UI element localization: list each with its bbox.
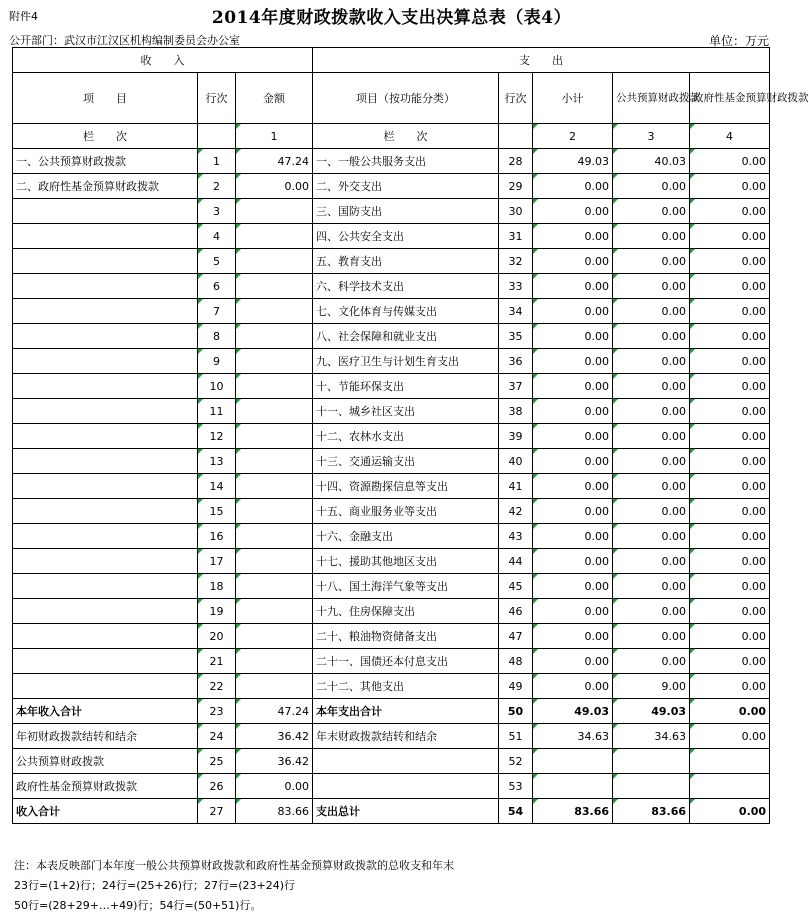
income-item bbox=[13, 224, 198, 249]
expense-item: 九、医疗卫生与计划生育支出 bbox=[313, 349, 499, 374]
income-row-no: 6 bbox=[198, 274, 236, 299]
expense-row-no: 42 bbox=[499, 499, 533, 524]
gov-fund-header: 政府性基金预算财政拨款 bbox=[690, 73, 770, 124]
expense-rowno-header: 行次 bbox=[499, 73, 533, 124]
expense-row-no: 30 bbox=[499, 199, 533, 224]
expense-row-no: 46 bbox=[499, 599, 533, 624]
expense-row-no: 45 bbox=[499, 574, 533, 599]
expense-item bbox=[313, 749, 499, 774]
income-amount bbox=[236, 624, 313, 649]
income-row-no: 8 bbox=[198, 324, 236, 349]
expense-item bbox=[313, 774, 499, 799]
table-row bbox=[13, 199, 770, 224]
expense-item: 二十二、其他支出 bbox=[313, 674, 499, 699]
public-budget-value: 0.00 bbox=[613, 574, 690, 599]
income-amount bbox=[236, 649, 313, 674]
subtotal-value: 0.00 bbox=[533, 599, 613, 624]
income-row-no: 18 bbox=[198, 574, 236, 599]
header-row-sections bbox=[13, 48, 770, 73]
expense-row-no: 53 bbox=[499, 774, 533, 799]
gov-fund-value: 0.00 bbox=[690, 699, 770, 724]
public-budget-value: 0.00 bbox=[613, 549, 690, 574]
expense-row-no: 29 bbox=[499, 174, 533, 199]
income-amount bbox=[236, 249, 313, 274]
expense-row-no: 38 bbox=[499, 399, 533, 424]
income-row-no: 9 bbox=[198, 349, 236, 374]
page-title: 2014年度财政拨款收入支出决算总表（表4） bbox=[211, 8, 572, 28]
public-budget-value: 0.00 bbox=[613, 399, 690, 424]
subtotal-value: 34.63 bbox=[533, 724, 613, 749]
income-row-no: 10 bbox=[198, 374, 236, 399]
income-row-no: 1 bbox=[198, 149, 236, 174]
note-line-1: 注：本表反映部门本年度一般公共预算财政拨款和政府性基金预算财政拨款的总收支和年末 bbox=[14, 859, 454, 872]
column-label: 栏 次 bbox=[313, 124, 499, 149]
subtotal-value: 0.00 bbox=[533, 649, 613, 674]
subtotal-value: 49.03 bbox=[533, 699, 613, 724]
public-budget-value: 0.00 bbox=[613, 374, 690, 399]
public-budget-value: 0.00 bbox=[613, 449, 690, 474]
income-row-no: 17 bbox=[198, 549, 236, 574]
expense-row-no: 44 bbox=[499, 549, 533, 574]
table-row bbox=[13, 149, 770, 174]
expense-row-no: 49 bbox=[499, 674, 533, 699]
income-amount bbox=[236, 474, 313, 499]
expense-row-no: 36 bbox=[499, 349, 533, 374]
table-row bbox=[13, 649, 770, 674]
gov-fund-value: 0.00 bbox=[690, 299, 770, 324]
subtotal-value: 0.00 bbox=[533, 549, 613, 574]
subtotal-value bbox=[533, 749, 613, 774]
gov-fund-value: 0.00 bbox=[690, 624, 770, 649]
subtotal-value: 0.00 bbox=[533, 374, 613, 399]
subtotal-value: 0.00 bbox=[533, 574, 613, 599]
subtotal-value: 83.66 bbox=[533, 799, 613, 824]
col-number: 3 bbox=[613, 124, 690, 149]
income-item bbox=[13, 249, 198, 274]
income-item bbox=[13, 674, 198, 699]
expense-item: 三、国防支出 bbox=[313, 199, 499, 224]
table-row bbox=[13, 574, 770, 599]
expense-row-no: 32 bbox=[499, 249, 533, 274]
expense-item: 十三、交通运输支出 bbox=[313, 449, 499, 474]
income-row-no: 20 bbox=[198, 624, 236, 649]
income-row-no: 5 bbox=[198, 249, 236, 274]
income-amount bbox=[236, 449, 313, 474]
expense-item: 八、社会保障和就业支出 bbox=[313, 324, 499, 349]
expense-row-no: 54 bbox=[499, 799, 533, 824]
income-row-no: 3 bbox=[198, 199, 236, 224]
expense-row-no: 43 bbox=[499, 524, 533, 549]
public-budget-value bbox=[613, 749, 690, 774]
subtotal-value: 0.00 bbox=[533, 399, 613, 424]
subtotal-value: 0.00 bbox=[533, 449, 613, 474]
income-row-no: 15 bbox=[198, 499, 236, 524]
expense-row-no: 37 bbox=[499, 374, 533, 399]
gov-fund-value: 0.00 bbox=[690, 799, 770, 824]
expense-item: 十七、援助其他地区支出 bbox=[313, 549, 499, 574]
col-number: 2 bbox=[533, 124, 613, 149]
subtotal-value: 0.00 bbox=[533, 249, 613, 274]
expense-item: 十六、金融支出 bbox=[313, 524, 499, 549]
income-item bbox=[13, 299, 198, 324]
income-amount bbox=[236, 224, 313, 249]
gov-fund-value: 0.00 bbox=[690, 599, 770, 624]
public-budget-value: 0.00 bbox=[613, 624, 690, 649]
gov-fund-value: 0.00 bbox=[690, 149, 770, 174]
note-line-2: 23行=(1+2)行；24行=(25+26)行；27行=(23+24)行 bbox=[14, 879, 296, 892]
header-row-columns bbox=[13, 73, 770, 124]
budget-table bbox=[12, 47, 809, 824]
gov-fund-value: 0.00 bbox=[690, 574, 770, 599]
income-item bbox=[13, 399, 198, 424]
income-row-no: 11 bbox=[198, 399, 236, 424]
income-amount bbox=[236, 324, 313, 349]
expense-item: 十二、农林水支出 bbox=[313, 424, 499, 449]
income-amount bbox=[236, 199, 313, 224]
table-row bbox=[13, 324, 770, 349]
grand-total-row bbox=[13, 799, 770, 824]
public-budget-value: 0.00 bbox=[613, 524, 690, 549]
expense-item: 七、文化体育与传媒支出 bbox=[313, 299, 499, 324]
expense-item: 二十、粮油物资储备支出 bbox=[313, 624, 499, 649]
subtotal-value: 0.00 bbox=[533, 174, 613, 199]
income-item: 本年收入合计 bbox=[13, 699, 198, 724]
income-row-no: 21 bbox=[198, 649, 236, 674]
table-row bbox=[13, 299, 770, 324]
income-amount bbox=[236, 549, 313, 574]
expense-item: 支出总计 bbox=[313, 799, 499, 824]
public-budget-value: 0.00 bbox=[613, 649, 690, 674]
empty-cell bbox=[499, 124, 533, 149]
income-amount bbox=[236, 374, 313, 399]
income-item: 年初财政拨款结转和结余 bbox=[13, 724, 198, 749]
income-amount: 36.42 bbox=[236, 724, 313, 749]
income-amount bbox=[236, 524, 313, 549]
subtotal-value: 0.00 bbox=[533, 349, 613, 374]
public-budget-value: 0.00 bbox=[613, 499, 690, 524]
table-row bbox=[13, 174, 770, 199]
public-budget-value: 9.00 bbox=[613, 674, 690, 699]
public-budget-value: 40.03 bbox=[613, 149, 690, 174]
income-row-no: 25 bbox=[198, 749, 236, 774]
income-row-no: 7 bbox=[198, 299, 236, 324]
gov-fund-value: 0.00 bbox=[690, 474, 770, 499]
annual-total-row bbox=[13, 699, 770, 724]
expense-row-no: 31 bbox=[499, 224, 533, 249]
expense-row-no: 39 bbox=[499, 424, 533, 449]
income-row-no: 26 bbox=[198, 774, 236, 799]
subtotal-value: 0.00 bbox=[533, 274, 613, 299]
income-item bbox=[13, 599, 198, 624]
expense-row-no: 35 bbox=[499, 324, 533, 349]
income-row-no: 22 bbox=[198, 674, 236, 699]
income-rowno-header: 行次 bbox=[198, 73, 236, 124]
subtotal-value: 0.00 bbox=[533, 424, 613, 449]
expense-item: 二十一、国债还本付息支出 bbox=[313, 649, 499, 674]
income-amount bbox=[236, 574, 313, 599]
expense-item: 本年支出合计 bbox=[313, 699, 499, 724]
table-row bbox=[13, 349, 770, 374]
note-line-3: 50行=(28+29+…+49)行；54行=(50+51)行。 bbox=[14, 899, 262, 912]
gov-fund-value: 0.00 bbox=[690, 399, 770, 424]
public-budget-value: 0.00 bbox=[613, 599, 690, 624]
table-row bbox=[13, 524, 770, 549]
income-item bbox=[13, 524, 198, 549]
income-row-no: 27 bbox=[198, 799, 236, 824]
expense-item: 十四、资源勘探信息等支出 bbox=[313, 474, 499, 499]
income-amount: 36.42 bbox=[236, 749, 313, 774]
public-budget-value: 0.00 bbox=[613, 199, 690, 224]
gov-fund-value: 0.00 bbox=[690, 724, 770, 749]
income-item: 公共预算财政拨款 bbox=[13, 749, 198, 774]
income-item: 一、公共预算财政拨款 bbox=[13, 149, 198, 174]
income-amount bbox=[236, 299, 313, 324]
income-row-no: 4 bbox=[198, 224, 236, 249]
table-row bbox=[13, 674, 770, 699]
subtotal-value: 0.00 bbox=[533, 499, 613, 524]
subtotal-value: 0.00 bbox=[533, 624, 613, 649]
table-row bbox=[13, 549, 770, 574]
expense-row-no: 41 bbox=[499, 474, 533, 499]
income-item bbox=[13, 199, 198, 224]
subtotal-value: 0.00 bbox=[533, 199, 613, 224]
table-row bbox=[13, 474, 770, 499]
expense-item: 十九、住房保障支出 bbox=[313, 599, 499, 624]
income-amount: 47.24 bbox=[236, 149, 313, 174]
subtotal-header: 小计 bbox=[533, 73, 613, 124]
empty-cell bbox=[198, 124, 236, 149]
income-item bbox=[13, 374, 198, 399]
col-number: 1 bbox=[236, 124, 313, 149]
income-item bbox=[13, 324, 198, 349]
col-number: 4 bbox=[690, 124, 770, 149]
income-item bbox=[13, 574, 198, 599]
table-row bbox=[13, 399, 770, 424]
income-row-no: 19 bbox=[198, 599, 236, 624]
subtotal-value bbox=[533, 774, 613, 799]
gov-fund-value: 0.00 bbox=[690, 424, 770, 449]
income-amount bbox=[236, 674, 313, 699]
income-row-no: 13 bbox=[198, 449, 236, 474]
income-item bbox=[13, 349, 198, 374]
carry-row bbox=[13, 774, 770, 799]
expense-item: 十五、商业服务业等支出 bbox=[313, 499, 499, 524]
expense-row-no: 48 bbox=[499, 649, 533, 674]
amount-header: 金额 bbox=[236, 73, 313, 124]
expense-item: 四、公共安全支出 bbox=[313, 224, 499, 249]
column-number-row bbox=[13, 124, 770, 149]
expense-item: 一、一般公共服务支出 bbox=[313, 149, 499, 174]
public-budget-value: 0.00 bbox=[613, 249, 690, 274]
public-budget-value: 0.00 bbox=[613, 174, 690, 199]
gov-fund-value: 0.00 bbox=[690, 674, 770, 699]
income-amount bbox=[236, 599, 313, 624]
subtotal-value: 49.03 bbox=[533, 149, 613, 174]
public-budget-value: 0.00 bbox=[613, 274, 690, 299]
income-item: 收入合计 bbox=[13, 799, 198, 824]
expense-item-header: 项目（按功能分类） bbox=[313, 73, 499, 124]
subtotal-value: 0.00 bbox=[533, 674, 613, 699]
table-row bbox=[13, 449, 770, 474]
income-amount: 0.00 bbox=[236, 774, 313, 799]
income-amount bbox=[236, 399, 313, 424]
subtotal-value: 0.00 bbox=[533, 324, 613, 349]
expense-item: 六、科学技术支出 bbox=[313, 274, 499, 299]
gov-fund-value: 0.00 bbox=[690, 324, 770, 349]
income-amount bbox=[236, 424, 313, 449]
income-item: 二、政府性基金预算财政拨款 bbox=[13, 174, 198, 199]
income-row-no: 16 bbox=[198, 524, 236, 549]
carry-row bbox=[13, 724, 770, 749]
income-item-header: 项 目 bbox=[13, 73, 198, 124]
gov-fund-value bbox=[690, 774, 770, 799]
income-amount bbox=[236, 499, 313, 524]
gov-fund-value: 0.00 bbox=[690, 349, 770, 374]
income-row-no: 23 bbox=[198, 699, 236, 724]
table-row bbox=[13, 599, 770, 624]
public-budget-value: 49.03 bbox=[613, 699, 690, 724]
gov-fund-value: 0.00 bbox=[690, 249, 770, 274]
unit-label: 单位：万元 bbox=[708, 34, 769, 48]
gov-fund-value: 0.00 bbox=[690, 549, 770, 574]
income-amount bbox=[236, 349, 313, 374]
income-item bbox=[13, 499, 198, 524]
expense-item: 十一、城乡社区支出 bbox=[313, 399, 499, 424]
gov-fund-value: 0.00 bbox=[690, 374, 770, 399]
attachment-label: 附件4 bbox=[9, 10, 38, 23]
income-item bbox=[13, 649, 198, 674]
expense-item: 二、外交支出 bbox=[313, 174, 499, 199]
gov-fund-value: 0.00 bbox=[690, 649, 770, 674]
subtotal-value: 0.00 bbox=[533, 474, 613, 499]
income-row-no: 24 bbox=[198, 724, 236, 749]
expense-item: 十、节能环保支出 bbox=[313, 374, 499, 399]
gov-fund-value bbox=[690, 749, 770, 774]
subtotal-value: 0.00 bbox=[533, 524, 613, 549]
public-budget-value: 0.00 bbox=[613, 324, 690, 349]
income-amount bbox=[236, 274, 313, 299]
income-item bbox=[13, 474, 198, 499]
income-item bbox=[13, 274, 198, 299]
gov-fund-value: 0.00 bbox=[690, 524, 770, 549]
income-item bbox=[13, 449, 198, 474]
table-row bbox=[13, 274, 770, 299]
income-item bbox=[13, 424, 198, 449]
public-budget-value: 0.00 bbox=[613, 474, 690, 499]
expense-row-no: 47 bbox=[499, 624, 533, 649]
table-row bbox=[13, 624, 770, 649]
public-budget-value: 0.00 bbox=[613, 424, 690, 449]
expense-item: 十八、国土海洋气象等支出 bbox=[313, 574, 499, 599]
income-item bbox=[13, 624, 198, 649]
expense-item: 五、教育支出 bbox=[313, 249, 499, 274]
gov-fund-value: 0.00 bbox=[690, 224, 770, 249]
table-row bbox=[13, 499, 770, 524]
income-amount: 47.24 bbox=[236, 699, 313, 724]
table-row bbox=[13, 224, 770, 249]
expense-row-no: 40 bbox=[499, 449, 533, 474]
expense-header: 支 出 bbox=[313, 48, 770, 73]
table-row bbox=[13, 424, 770, 449]
income-header: 收 入 bbox=[13, 48, 313, 73]
public-budget-header: 公共预算财政拨款 bbox=[613, 73, 690, 124]
gov-fund-value: 0.00 bbox=[690, 499, 770, 524]
gov-fund-value: 0.00 bbox=[690, 449, 770, 474]
expense-row-no: 28 bbox=[499, 149, 533, 174]
expense-row-no: 51 bbox=[499, 724, 533, 749]
public-budget-value: 83.66 bbox=[613, 799, 690, 824]
department-label: 公开部门：武汉市江汉区机构编制委员会办公室 bbox=[9, 34, 240, 47]
gov-fund-value: 0.00 bbox=[690, 174, 770, 199]
expense-row-no: 33 bbox=[499, 274, 533, 299]
subtotal-value: 0.00 bbox=[533, 224, 613, 249]
public-budget-value: 0.00 bbox=[613, 349, 690, 374]
income-row-no: 14 bbox=[198, 474, 236, 499]
table-row bbox=[13, 374, 770, 399]
expense-row-no: 50 bbox=[499, 699, 533, 724]
public-budget-value: 0.00 bbox=[613, 299, 690, 324]
income-row-no: 2 bbox=[198, 174, 236, 199]
expense-row-no: 52 bbox=[499, 749, 533, 774]
public-budget-value bbox=[613, 774, 690, 799]
income-amount: 0.00 bbox=[236, 174, 313, 199]
expense-row-no: 34 bbox=[499, 299, 533, 324]
column-label: 栏 次 bbox=[13, 124, 198, 149]
subtotal-value: 0.00 bbox=[533, 299, 613, 324]
income-item: 政府性基金预算财政拨款 bbox=[13, 774, 198, 799]
income-amount: 83.66 bbox=[236, 799, 313, 824]
income-row-no: 12 bbox=[198, 424, 236, 449]
public-budget-value: 34.63 bbox=[613, 724, 690, 749]
carry-row bbox=[13, 749, 770, 774]
table-row bbox=[13, 249, 770, 274]
gov-fund-value: 0.00 bbox=[690, 274, 770, 299]
gov-fund-value: 0.00 bbox=[690, 199, 770, 224]
expense-item: 年末财政拨款结转和结余 bbox=[313, 724, 499, 749]
public-budget-value: 0.00 bbox=[613, 224, 690, 249]
income-item bbox=[13, 549, 198, 574]
